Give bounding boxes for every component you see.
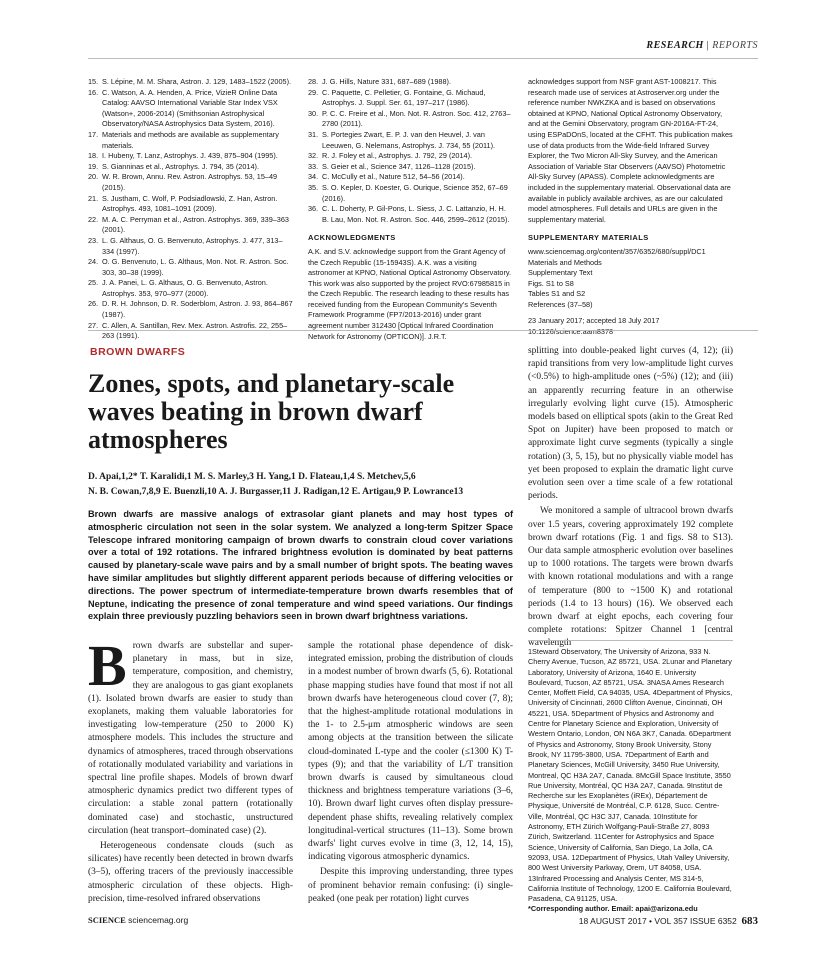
reference-number: 32.: [308, 151, 319, 161]
reference-text: W. R. Brown, Annu. Rev. Astron. Astrophys. 53, 15–49 (2015).: [102, 172, 278, 192]
reference-item: [308, 109, 513, 130]
header-sep: |: [706, 40, 710, 51]
reference-item: [88, 194, 293, 215]
reference-number: 23.: [88, 235, 99, 245]
reference-text: S. Gianninas et al., Astrophys. J. 794, 35 (2014).: [102, 161, 259, 171]
doi[interactable]: 10.1126/science.aam8378: [528, 327, 614, 337]
reference-text: R. J. Foley et al., Astrophys. J. 792, 29 (2014).: [322, 151, 473, 161]
reference-number: 35.: [308, 182, 319, 192]
reference-text: S. Geier et al., Science 347, 1126–1128 (2015).: [322, 161, 476, 171]
top-rule: [88, 58, 758, 59]
reference-number: 31.: [308, 129, 319, 139]
reference-text: S. O. Kepler, D. Koester, G. Ourique, Science 352, 67–69 (2016).: [322, 182, 508, 203]
authors: [88, 470, 508, 500]
reference-text: C. Watson, A. A. Henden, A. Price, VizieR Online Data Catalog: AAVSO International Variable Star Index VSX (Watson+, 2006-2014) (Smithsonian Astrophysical Observatory/NASA Astrophysics Data System, 2016).: [102, 87, 278, 129]
body-col1: [88, 633, 293, 908]
reference-number: 36.: [308, 204, 319, 214]
affiliations: [528, 640, 733, 915]
supp-item[interactable]: www.sciencemag.org/content/357/6352/680/suppl/DC1: [528, 246, 706, 256]
col3-para2: We monitored a sample of ultracool brown dwarfs over 1.5 years, covering approximately 192 complete brown dwarf rotations (Fig. 1 and figs. S8 to S13). Our data sample atmospheric evolution over baselines up to 1000 rotations. The targets were brown dwarfs with known rotational modulations and with a range of temperature (800 to ~1500 K) and rotational periods (1.4 to 13 hours) (16). We observed each brown dwarf at eight epochs, each covering four complete rotations: Spitzer Channel 1 [central wavelength: [528, 506, 733, 649]
reference-text: J. A. Panei, L. G. Althaus, O. G. Benvenuto, Astron. Astrophys. 353, 970–977 (2000).: [102, 278, 268, 298]
reference-item: [88, 151, 293, 162]
supp-item: Figs. S1 to S8: [528, 278, 574, 288]
reference-text: M. A. C. Perryman et al., Astron. Astrophys. 369, 339–363 (2001).: [102, 214, 289, 235]
authors-line2: N. B. Cowan,7,8,9 E. Buenzli,10 A. J. Burgasser,11 J. Radigan,12 E. Artigau,9 P. Lowrance13: [88, 487, 464, 497]
ack-text: A.K. and S.V. acknowledge support from the Grant Agency of the Czech Republic (15-15943S). A.K. was a visiting astronomer at KPNO, National Optical Astronomy Observatory. This work was also supported by the project RVO:67985815 in the Czech Republic. The research leading to these results has received funding from the European Community's Seventh Framework Programme (FP7/2013-2016) under grant agreement number 312430 [Optical Infrared Coordination Network for Astronomy (OPTICON)]. J.R.T.: [308, 246, 512, 341]
reference-item: [308, 162, 513, 173]
supp-item: Tables S1 and S2: [528, 289, 586, 299]
col2-para1: sample the rotational phase dependence of disk-integrated emission, probing the distribution of clouds in a modest number of brown dwarfs (5, 6). Rotational phase mapping studies have found that most if not all brown dwarfs have heterogeneous cloud cover (7, 8); that the highest-amplitude rotational modulations in the 1- to 2.5-μm atmospheric windows are seen among objects at the transition between the silicate cloud-dominated L-type and the cooler (≤1300 K) T-types (9); and that the variability of L/T transition brown dwarfs is caused by simultaneous cloud thickness and brightness temperature variations (3–6, 10). Brown dwarf light curves often display pressure-dependent phase shifts, revealing relatively complex longitudinal-vertical structures (11–13). Some brown dwarfs' light curves evolve in time (3, 12, 14, 15), indicating vigorous atmospheric dynamics.: [308, 641, 513, 863]
col2-para2: Despite this improving understanding, three types of prominent behavior remain confusing: (i) single-peaked (one peak per rotation) light curves: [308, 867, 513, 904]
supp-list: [528, 247, 733, 311]
reference-item: [308, 151, 513, 162]
abstract: Brown dwarfs are massive analogs of extrasolar giant planets and may host types of atmospheric circulation not seen in the solar system. We analyzed a long-term Spitzer Space Telescope infrared monitoring campaign of brown dwarfs to constrain cloud cover variations over a total of 192 rotations. The infrared brightness evolution is dominated by beat patterns caused by planetary-scale wave pairs and by a small number of bright spots. The beating waves have similar amplitudes but slightly different apparent periods because of differing velocities or directions. The power spectrum of intermediate-temperature brown dwarfs resembles that of Neptune, indicating the presence of zonal temperature and wind speed variations. Our findings explain three previously puzzling behaviors seen in brown dwarf brightness variations.: [88, 509, 513, 622]
reference-number: 33.: [308, 161, 319, 171]
ack-heading: ACKNOWLEDGMENTS: [308, 233, 396, 243]
reference-text: C. McCully et al., Nature 512, 54–56 (2014).: [322, 172, 465, 182]
reference-number: 19.: [88, 161, 99, 171]
footer-issue: 18 AUGUST 2017 • VOL 357 ISSUE 6352: [578, 916, 737, 926]
reference-item: [88, 172, 293, 193]
header-section: RESEARCH: [646, 40, 704, 51]
supp-item: References (37–58): [528, 299, 593, 309]
header-sub: REPORTS: [712, 40, 758, 51]
references-col1: [88, 77, 293, 342]
reference-text: D. R. H. Johnson, D. R. Soderblom, Astron. J. 93, 864–867 (1987).: [102, 299, 293, 320]
corresponding-author: *Corresponding author. Email: apai@arizona.edu: [528, 904, 698, 914]
reference-item: [308, 172, 513, 183]
reference-text: J. G. Hills, Nature 331, 687–689 (1988).: [322, 77, 451, 86]
reference-text: I. Hubeny, T. Lanz, Astrophys. J. 439, 875–904 (1995).: [102, 151, 278, 161]
reference-item: [88, 162, 293, 173]
reference-text: C. L. Doherty, P. Gil-Pons, L. Siess, J. C. Lattanzio, H. H. B. Lau, Mon. Not. R. Astron. Soc. 446, 2599–2612 (2015).: [322, 204, 510, 224]
kicker: BROWN DWARFS: [90, 346, 186, 358]
ack-supp-col: [528, 77, 733, 338]
reference-number: 34.: [308, 172, 319, 182]
reference-item: [88, 77, 293, 88]
reference-text: P. C. C. Freire et al., Mon. Not. R. Astron. Soc. 412, 2763–2780 (2011).: [322, 108, 511, 129]
reference-number: 16.: [88, 87, 99, 97]
reference-number: 15.: [88, 77, 99, 86]
reference-item: [308, 183, 513, 204]
reference-item: [308, 88, 513, 109]
reference-number: 28.: [308, 77, 319, 86]
reference-number: 26.: [88, 299, 99, 309]
body-col2: [308, 640, 513, 908]
reference-text: C. Allen, A. Santillan, Rev. Mex. Astron. Astrofis. 22, 255–263 (1991).: [102, 320, 288, 341]
reference-number: 25.: [88, 278, 99, 288]
article-title: Zones, spots, and planetary-scale waves beating in brown dwarf atmospheres: [88, 369, 455, 454]
ack-cont: acknowledges support from NSF grant AST-1008217. This research made use of services at Astroserver.org under the reference number NWKZKA and is based on observations obtained at KPNO, National Optical Astronomy Observatory, and at the Gemini Observatory, program GN-2016A-FT-24, using ESPaDOnS, located at the CFHT. This publication makes use of data products from the Wide-field Infrared Survey Explorer, the Two Micron All-Sky Survey, and the American Association of Variable Star Observers (AAVSO) Photometric All-Sky Survey (APASS). Complete acknowledgments are included in the supplementary material. Observational data are available in publicly available archives, as are our calculated model atmospheres. Full details and URLs are given in the supplementary material.: [528, 77, 733, 224]
dates: 23 January 2017; accepted 18 July 2017: [528, 316, 660, 326]
reference-item: [88, 299, 293, 320]
reference-text: S. Portegies Zwart, E. P. J. van den Heuvel, J. van Leeuwen, G. Nelemans, Astrophys. J. 734, 55 (2011).: [322, 129, 496, 150]
reference-number: 22.: [88, 214, 99, 224]
reference-number: 20.: [88, 172, 99, 182]
reference-item: [88, 257, 293, 278]
reference-item: [88, 278, 293, 299]
reference-number: 27.: [88, 320, 99, 330]
col1-para1: rown dwarfs are substellar and super-planetary in mass, but in size, temperature, composition, and chemistry, they are analogous to gas giant exoplanets (1). Isolated brown dwarfs are easier to study than exoplanets, making them valuable laboratories for investigating low-temperature (250 to 2000 K) atmosphere models. This includes the structure and dynamics of atmospheres, traced through observations of rotationally modulated variability and variations in spectral line profile shapes. Models of brown dwarf atmospheric dynamics predict two different types of circulation: a stable zonal pattern (rotationally dominated case) and stochastic, unstructured circulation (heat transport–dominated case) (2).: [88, 641, 293, 836]
reference-item: [308, 204, 513, 225]
supp-heading: SUPPLEMENTARY MATERIALS: [528, 233, 649, 243]
reference-item: [88, 321, 293, 342]
reference-text: L. G. Althaus, O. G. Benvenuto, Astrophys. J. 477, 313–334 (1997).: [102, 235, 283, 256]
reference-number: 18.: [88, 151, 99, 161]
footer-site: sciencemag.org: [128, 915, 189, 925]
reference-item: [88, 130, 293, 151]
reference-number: 24.: [88, 257, 99, 267]
col1-para2: Heterogeneous condensate clouds (such as silicates) have recently been detected in brown dwarfs (3–5), offering tracers of the previously inaccessible atmospheric circulation of these objects. High-precision, time-resolved infrared observations: [88, 841, 293, 904]
supp-item: Materials and Methods: [528, 257, 602, 267]
reference-item: [88, 88, 293, 130]
dropcap: B: [88, 633, 127, 698]
supp-item: Supplementary Text: [528, 268, 593, 278]
reference-number: 29.: [308, 87, 319, 97]
references-col2: [308, 77, 513, 342]
reference-number: 17.: [88, 129, 99, 139]
reference-item: [308, 130, 513, 151]
reference-item: [88, 215, 293, 236]
page-number: 683: [741, 915, 758, 927]
mid-rule: [88, 330, 758, 331]
affiliations-text: 1Steward Observatory, The University of Arizona, 933 N. Cherry Avenue, Tucson, AZ 85721, USA. 2Lunar and Planetary Laboratory, University of Arizona, 1640 E. University Boulevard, Tucson, AZ 85721, USA. 3NASA Ames Research Center, Moffett Field, CA 94035, USA. 4Department of Physics, University of Cincinnati, 2600 Clifton Avenue, Cincinnati, OH 45221, USA. 5Department of Physics and Astronomy and Centre for Planetary Science and Exploration, University of Western Ontario, London, ON N6A 3K7, Canada. 6Department of Physics and Astronomy, Stony Brook University, Stony Brook, NY 11795-3800, USA. 7Department of Earth and Planetary Sciences, McGill University, 3450 Rue University, Montreal, QC H3A 2A7, Canada. 8McGill Space Institute, 3550 Rue University, Montréal, QC H3A 2A7, Canada. 9Institut de Recherche sur les Exoplanètes (iREx), Département de Physique, Université de Montréal, C.P. 6128, Succ. Centre-Ville, Montréal, QC H3C 3J7, Canada. 10Institute for Astronomy, ETH Zürich Wolfgang-Pauli-Straße 27, 8093 Zürich, Switzerland. 11Center for Astrophysics and Space Science, University of California, San Diego, La Jolla, CA 92093, USA. 12Department of Physics, Utah Valley University, 800 West University Parkway, Orem, UT 84058, USA. 13Infrared Processing and Analysis Center, MS 314-5, California Institute of Technology, 1200 E. California Boulevard, Pasadena, CA 91125, USA.: [528, 647, 733, 904]
footer-journal: SCIENCE: [88, 915, 126, 925]
reference-item: [88, 236, 293, 257]
running-header: [646, 40, 758, 51]
reference-text: S. Justham, C. Wolf, P. Podsiadlowski, Z. Han, Astron. Astrophys. 493, 1081–1091 (2009).: [102, 193, 278, 214]
reference-text: C. Paquette, C. Pelletier, G. Fontaine, G. Michaud, Astrophys. J. Suppl. Ser. 61, 197–217 (1986).: [322, 87, 486, 108]
reference-text: Materials and methods are available as supplementary materials.: [102, 129, 279, 150]
reference-text: S. Lépine, M. M. Shara, Astron. J. 129, 1483–1522 (2005).: [102, 77, 292, 86]
col3-para1: splitting into double-peaked light curves (4, 12); (ii) rapid transitions from very low-amplitude light curves (<0.5%) to high-amplitude ones (~5%) (12); and (iii) an apparently recurring feature in an otherwise irregularly evolving light curve (15). Atmospheric models based on elliptical spots (akin to the Great Red Spot on Jupiter) have been proposed to match or approximate light curve segments (typically a single rotation) (3, 5, 15), but no physically viable model has yet been proposed to explain the dramatic light curve evolution seen over a time scale of a few rotational periods.: [528, 346, 733, 502]
authors-line1: D. Apai,1,2* T. Karalidi,1 M. S. Marley,3 H. Yang,1 D. Flateau,1,4 S. Metchev,5,6: [88, 472, 416, 482]
reference-number: 30.: [308, 108, 319, 118]
reference-item: [308, 77, 513, 88]
reference-number: 21.: [88, 193, 99, 203]
body-col3: [528, 345, 733, 653]
reference-text: O. G. Benvenuto, L. G. Althaus, Mon. Not. R. Astron. Soc. 303, 30–38 (1999).: [102, 257, 289, 277]
